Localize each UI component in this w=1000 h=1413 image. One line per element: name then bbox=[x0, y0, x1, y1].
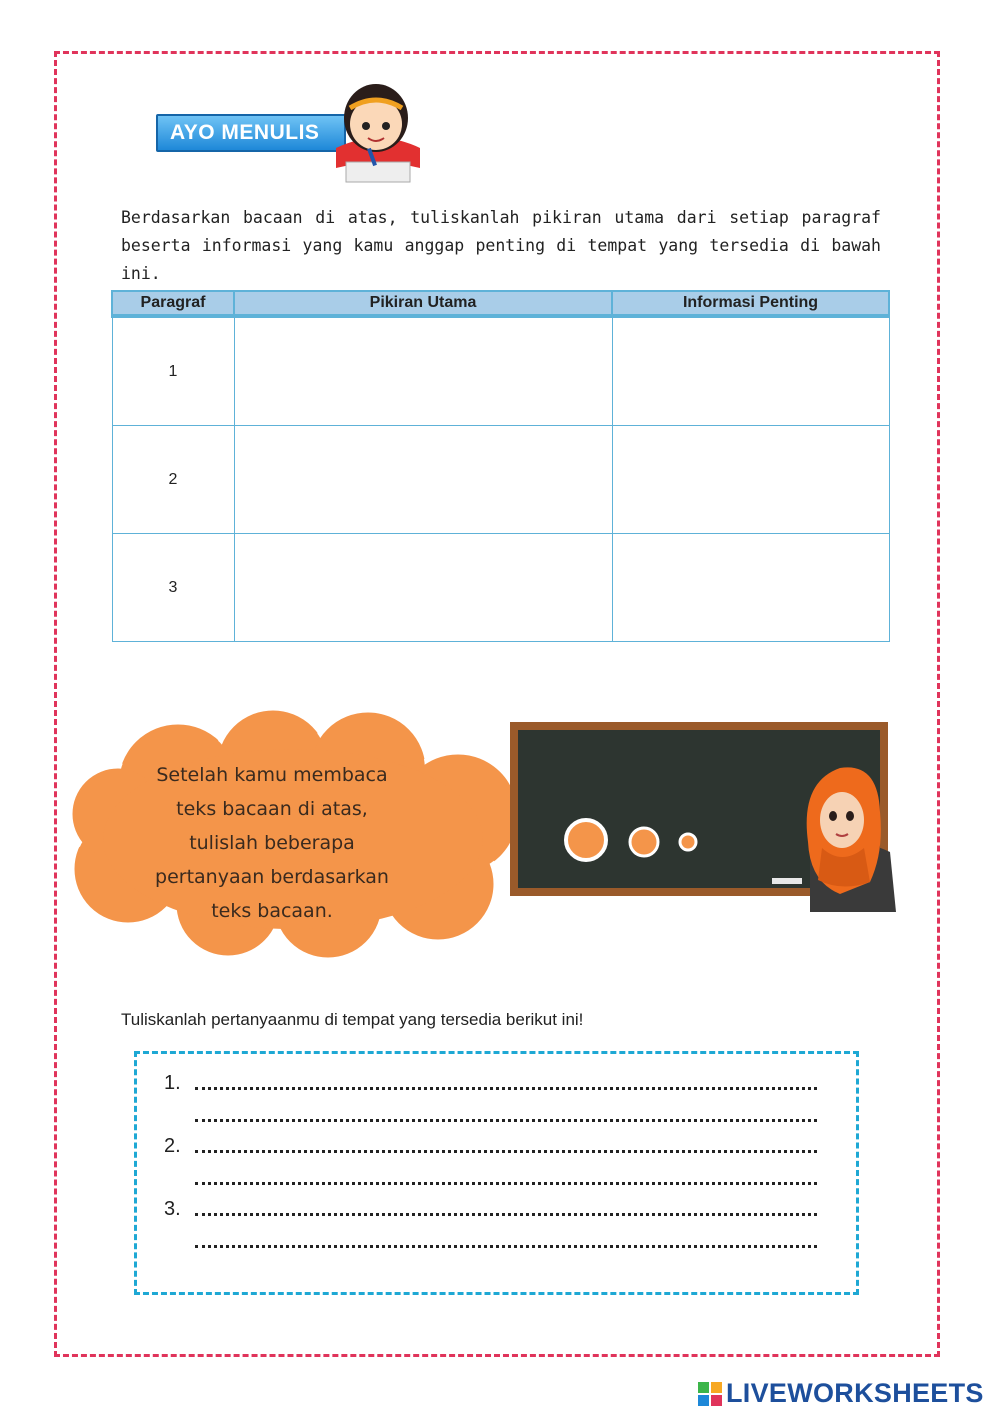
table-row bbox=[112, 426, 889, 534]
table-row bbox=[112, 316, 889, 426]
speech-cloud-text bbox=[142, 758, 402, 928]
paragraf-number-cell: 3 bbox=[112, 534, 234, 642]
pikiran-utama-cell[interactable] bbox=[234, 426, 612, 534]
answer-line[interactable] bbox=[195, 1204, 817, 1216]
ayo-menulis-banner: AYO MENULIS bbox=[156, 114, 346, 152]
answer-line[interactable] bbox=[195, 1141, 817, 1153]
teacher-illustration bbox=[800, 762, 896, 912]
questions-prompt: Tuliskanlah pertanyaanmu di tempat yang tersedia berikut ini! bbox=[121, 1010, 584, 1029]
instruction-text: Berdasarkan bacaan di atas, tuliskanlah pikiran utama dari setiap paragraf beserta informasi yang kamu anggap penting di tempat yang tersedia di bawah ini. bbox=[121, 208, 881, 283]
pikiran-utama-cell[interactable] bbox=[234, 316, 612, 426]
answer-line[interactable] bbox=[195, 1173, 817, 1185]
cloud-line: Setelah kamu membaca bbox=[156, 764, 388, 786]
pikiran-utama-cell[interactable] bbox=[234, 534, 612, 642]
answer-line[interactable] bbox=[195, 1078, 817, 1090]
watermark-text: LIVEWORKSHEETS bbox=[726, 1378, 984, 1408]
informasi-penting-cell[interactable] bbox=[612, 316, 889, 426]
column-header-pikiran-utama: Pikiran Utama bbox=[234, 291, 612, 316]
cloud-line: teks bacaan. bbox=[211, 900, 333, 922]
informasi-penting-cell[interactable] bbox=[612, 426, 889, 534]
column-header-paragraf: Paragraf bbox=[112, 291, 234, 316]
liveworksheets-logo-icon bbox=[698, 1382, 722, 1406]
answer-line[interactable] bbox=[195, 1236, 817, 1248]
writing-child-illustration bbox=[328, 78, 428, 184]
cloud-line: teks bacaan di atas, bbox=[176, 798, 368, 820]
column-header-informasi-penting: Informasi Penting bbox=[612, 291, 889, 316]
paragraf-number-cell: 1 bbox=[112, 316, 234, 426]
cloud-line: pertanyaan berdasarkan bbox=[155, 866, 389, 888]
table-row bbox=[112, 534, 889, 642]
question-number: 1. bbox=[164, 1072, 181, 1094]
question-number: 3. bbox=[164, 1198, 181, 1220]
answer-line[interactable] bbox=[195, 1110, 817, 1122]
informasi-penting-cell[interactable] bbox=[612, 534, 889, 642]
cloud-line: tulislah beberapa bbox=[189, 832, 355, 854]
paragraf-number-cell: 2 bbox=[112, 426, 234, 534]
question-number: 2. bbox=[164, 1135, 181, 1157]
main-idea-table bbox=[111, 290, 890, 642]
